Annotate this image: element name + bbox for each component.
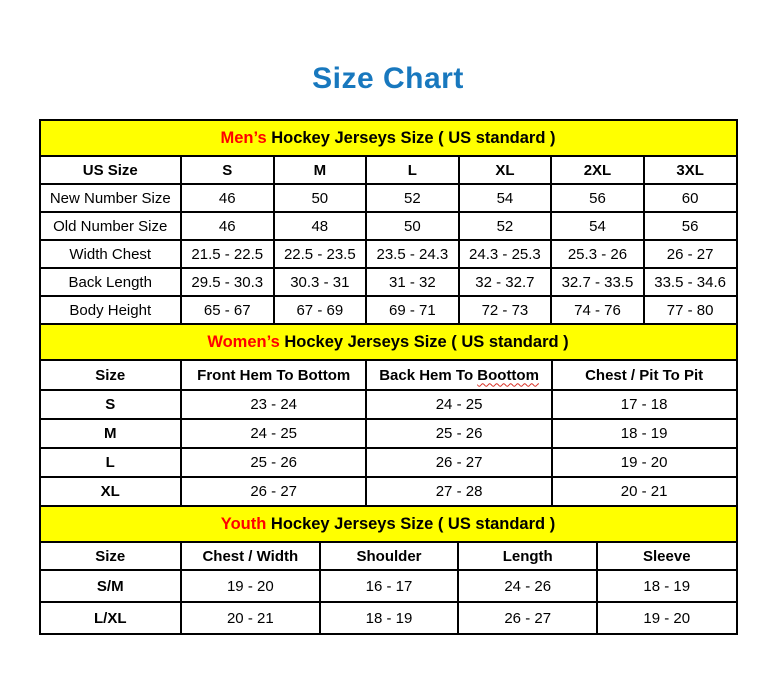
- row-label: Width Chest: [40, 240, 182, 268]
- womens-label-highlight: Women’s: [207, 332, 280, 351]
- row-label: L/XL: [40, 602, 181, 634]
- column-header: 3XL: [644, 156, 737, 184]
- column-header: Size: [40, 542, 181, 570]
- size-value-cell: 25.3 - 26: [551, 240, 644, 268]
- size-value-cell: 25 - 26: [366, 419, 551, 448]
- size-value-cell: 21.5 - 22.5: [181, 240, 274, 268]
- size-value-cell: 18 - 19: [320, 602, 459, 634]
- size-value-cell: 26 - 27: [644, 240, 737, 268]
- column-header: M: [274, 156, 367, 184]
- size-value-cell: 30.3 - 31: [274, 268, 367, 296]
- size-value-cell: 16 - 17: [320, 570, 459, 602]
- table-row: [40, 390, 737, 419]
- size-value-cell: 23 - 24: [181, 390, 366, 419]
- size-value-cell: 20 - 21: [181, 602, 320, 634]
- misspelled-word: Boottom: [477, 366, 539, 384]
- size-value-cell: 67 - 69: [274, 296, 367, 324]
- row-label: S/M: [40, 570, 181, 602]
- column-header: Front Hem To Bottom: [181, 360, 366, 390]
- womens-section-header: [40, 324, 737, 360]
- size-value-cell: 50: [366, 212, 459, 240]
- size-value-cell: 26 - 27: [458, 602, 597, 634]
- size-value-cell: 19 - 20: [181, 570, 320, 602]
- table-row: [40, 419, 737, 448]
- size-value-cell: 56: [644, 212, 737, 240]
- column-header: L: [366, 156, 459, 184]
- size-value-cell: 33.5 - 34.6: [644, 268, 737, 296]
- size-value-cell: 52: [459, 212, 552, 240]
- size-value-cell: 50: [274, 184, 367, 212]
- size-value-cell: 22.5 - 23.5: [274, 240, 367, 268]
- youth-section-header: [40, 506, 737, 542]
- youth-label-text: Hockey Jerseys Size ( US standard ): [266, 514, 556, 533]
- womens-size-table: [39, 323, 738, 507]
- womens-section-header-row: [40, 324, 737, 360]
- column-header: Size: [40, 360, 181, 390]
- size-value-cell: 26 - 27: [181, 477, 366, 506]
- column-header: US Size: [40, 156, 182, 184]
- table-row: [40, 240, 737, 268]
- size-value-cell: 48: [274, 212, 367, 240]
- size-value-cell: 77 - 80: [644, 296, 737, 324]
- column-header: XL: [459, 156, 552, 184]
- size-chart-tables: [39, 119, 738, 635]
- table-row: [40, 212, 737, 240]
- size-value-cell: 46: [181, 212, 274, 240]
- mens-label-text: Hockey Jerseys Size ( US standard ): [266, 128, 556, 147]
- size-value-cell: 46: [181, 184, 274, 212]
- size-value-cell: 52: [366, 184, 459, 212]
- size-value-cell: 24 - 26: [458, 570, 597, 602]
- size-value-cell: 32.7 - 33.5: [551, 268, 644, 296]
- row-label: Back Length: [40, 268, 182, 296]
- row-label: L: [40, 448, 181, 477]
- size-value-cell: 72 - 73: [459, 296, 552, 324]
- mens-size-table: [39, 119, 738, 325]
- column-header: Length: [458, 542, 597, 570]
- mens-column-header-row: [40, 156, 737, 184]
- page-title: Size Chart: [312, 62, 464, 95]
- youth-size-table: [39, 505, 738, 635]
- row-label: New Number Size: [40, 184, 182, 212]
- size-value-cell: 24 - 25: [181, 419, 366, 448]
- size-value-cell: 69 - 71: [366, 296, 459, 324]
- size-value-cell: 23.5 - 24.3: [366, 240, 459, 268]
- mens-section-header: [40, 120, 737, 156]
- size-value-cell: 24 - 25: [366, 390, 551, 419]
- youth-section-header-row: [40, 506, 737, 542]
- size-value-cell: 19 - 20: [597, 602, 736, 634]
- column-header: 2XL: [551, 156, 644, 184]
- size-value-cell: 32 - 32.7: [459, 268, 552, 296]
- row-label: XL: [40, 477, 181, 506]
- womens-label-text: Hockey Jerseys Size ( US standard ): [279, 332, 569, 351]
- womens-column-header-row: [40, 360, 737, 390]
- size-value-cell: 20 - 21: [552, 477, 737, 506]
- size-value-cell: 25 - 26: [181, 448, 366, 477]
- youth-label-highlight: Youth: [220, 514, 267, 533]
- size-value-cell: 29.5 - 30.3: [181, 268, 274, 296]
- size-value-cell: 74 - 76: [551, 296, 644, 324]
- column-header: [366, 360, 551, 390]
- size-value-cell: 17 - 18: [552, 390, 737, 419]
- row-label: S: [40, 390, 181, 419]
- row-label: Old Number Size: [40, 212, 182, 240]
- size-value-cell: 54: [459, 184, 552, 212]
- size-value-cell: 26 - 27: [366, 448, 551, 477]
- size-value-cell: 19 - 20: [552, 448, 737, 477]
- column-header: S: [181, 156, 274, 184]
- table-row: [40, 448, 737, 477]
- column-header: Chest / Pit To Pit: [552, 360, 737, 390]
- table-row: [40, 268, 737, 296]
- column-header: Shoulder: [320, 542, 459, 570]
- column-header: Sleeve: [597, 542, 736, 570]
- table-row: [40, 602, 737, 634]
- row-label: M: [40, 419, 181, 448]
- table-row: [40, 296, 737, 324]
- size-value-cell: 24.3 - 25.3: [459, 240, 552, 268]
- size-value-cell: 54: [551, 212, 644, 240]
- size-value-cell: 27 - 28: [366, 477, 551, 506]
- mens-label-highlight: Men’s: [220, 128, 267, 147]
- column-header: Chest / Width: [181, 542, 320, 570]
- table-row: [40, 184, 737, 212]
- size-value-cell: 18 - 19: [552, 419, 737, 448]
- column-header-text: Back Hem To: [379, 366, 478, 384]
- row-label: Body Height: [40, 296, 182, 324]
- size-value-cell: 65 - 67: [181, 296, 274, 324]
- table-row: [40, 477, 737, 506]
- size-value-cell: 60: [644, 184, 737, 212]
- size-value-cell: 31 - 32: [366, 268, 459, 296]
- table-row: [40, 570, 737, 602]
- size-value-cell: 18 - 19: [597, 570, 736, 602]
- youth-column-header-row: [40, 542, 737, 570]
- size-value-cell: 56: [551, 184, 644, 212]
- mens-section-header-row: [40, 120, 737, 156]
